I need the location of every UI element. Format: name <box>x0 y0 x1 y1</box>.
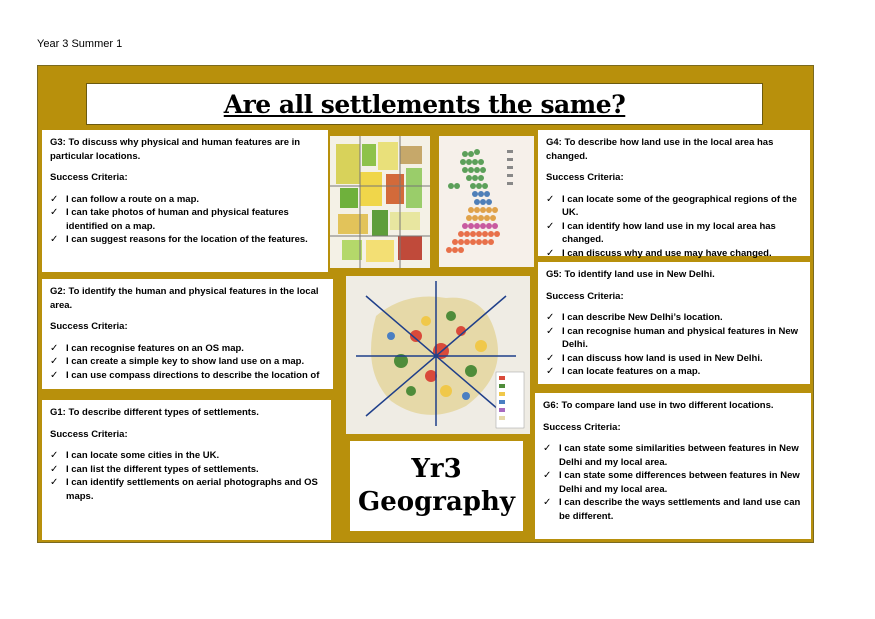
criteria-list-g2 <box>50 342 325 383</box>
criteria-item: ✓ I can follow a route on a map. <box>50 193 200 205</box>
criteria-list-g6 <box>543 442 803 523</box>
criteria-item: ✓ I can discuss why and use may have changed. <box>546 247 772 259</box>
success-criteria-label: Success Criteria: <box>50 321 128 332</box>
title-banner <box>86 83 763 125</box>
criteria-list-g3 <box>50 193 320 247</box>
badge-subject: Geography <box>357 487 515 517</box>
check-icon: ✓ <box>50 450 59 461</box>
success-criteria-label: Success Criteria: <box>546 172 624 183</box>
success-criteria-label: Success Criteria: <box>546 290 624 302</box>
criteria-item: ✓ I can take photos of human and physical features identified on a map. <box>50 207 289 232</box>
check-icon: ✓ <box>50 234 59 245</box>
check-icon: ✓ <box>546 247 555 259</box>
success-criteria-label: Success Criteria: <box>50 172 128 183</box>
criteria-item: ✓ I can create a simple key to show land use on a map. <box>50 356 305 367</box>
year-subject-badge <box>350 441 523 531</box>
objective-g1: G1: To describe different types of settlements. <box>50 407 259 418</box>
criteria-item: ✓ I can locate some of the geographical regions of the UK. <box>546 193 797 218</box>
objective-g6: G6: To compare land use in two different locations. <box>543 400 774 411</box>
check-icon: ✓ <box>50 193 59 205</box>
card-g4 <box>538 130 810 259</box>
check-icon: ✓ <box>546 366 555 377</box>
check-icon: ✓ <box>50 477 59 488</box>
page-header-label: Year 3 Summer 1 <box>37 38 123 50</box>
card-g2 <box>42 279 333 389</box>
objective-g3: G3: To discuss why physical and human features are in particular locations. <box>50 137 301 162</box>
land-use-map-image <box>330 136 430 268</box>
check-icon: ✓ <box>50 369 59 381</box>
card-g1 <box>42 400 331 540</box>
criteria-item: ✓ I can state some differences between features in New Delhi and my local area. <box>543 470 800 495</box>
check-icon: ✓ <box>50 342 59 354</box>
card-g3 <box>42 130 328 272</box>
criteria-item: ✓ I can use compass directions to describe the location of <box>50 369 320 381</box>
check-icon: ✓ <box>50 463 59 475</box>
success-criteria-label: Success Criteria: <box>50 428 128 440</box>
objective-g2: G2: To identify the human and physical features in the local area. <box>50 286 319 311</box>
board-title: Are all settlements the same? <box>223 89 626 119</box>
check-icon: ✓ <box>543 443 552 454</box>
check-icon: ✓ <box>546 312 555 323</box>
criteria-list-g4 <box>546 193 802 261</box>
check-icon: ✓ <box>546 220 555 232</box>
uk-regions-map-image <box>439 136 534 267</box>
criteria-item: ✓ I can identify how land use in my local area has changed. <box>546 220 776 245</box>
criteria-list-g1 <box>50 449 323 503</box>
badge-year: Yr3 <box>411 454 462 484</box>
check-icon: ✓ <box>546 352 555 364</box>
criteria-item: ✓ I can suggest reasons for the location of the features. <box>50 234 308 245</box>
check-icon: ✓ <box>543 470 552 481</box>
objective-g4: G4: To describe how land use in the local area has changed. <box>546 137 774 162</box>
card-g5 <box>538 262 810 384</box>
criteria-item: ✓ I can describe New Delhi’s location. <box>546 312 723 323</box>
objective-g5: G5: To identify land use in New Delhi. <box>546 269 715 280</box>
criteria-item: ✓ I can list the different types of settlements. <box>50 463 259 475</box>
criteria-item: ✓ I can recognise human and physical features in New Delhi. <box>546 325 798 350</box>
criteria-item: ✓ I can identify settlements on aerial photographs and OS maps. <box>50 477 318 502</box>
check-icon: ✓ <box>543 497 552 508</box>
check-icon: ✓ <box>546 325 555 337</box>
check-icon: ✓ <box>50 207 59 218</box>
criteria-item: ✓ I can state some similarities between features in New Delhi and my local area. <box>543 443 799 468</box>
check-icon: ✓ <box>546 193 555 205</box>
card-g6 <box>535 393 811 539</box>
display-board <box>37 65 814 543</box>
criteria-item: ✓ I can recognise features on an OS map. <box>50 342 244 354</box>
criteria-item: ✓ I can describe the ways settlements and land use can be different. <box>543 497 801 522</box>
criteria-item: ✓ I can discuss how land is used in New Delhi. <box>546 352 763 364</box>
success-criteria-label: Success Criteria: <box>543 421 621 433</box>
new-delhi-land-use-map-image <box>346 276 530 434</box>
criteria-item: ✓ I can locate some cities in the UK. <box>50 450 220 461</box>
criteria-item: ✓ I can locate features on a map. <box>546 366 701 377</box>
check-icon: ✓ <box>50 356 59 367</box>
criteria-list-g5 <box>546 311 802 379</box>
